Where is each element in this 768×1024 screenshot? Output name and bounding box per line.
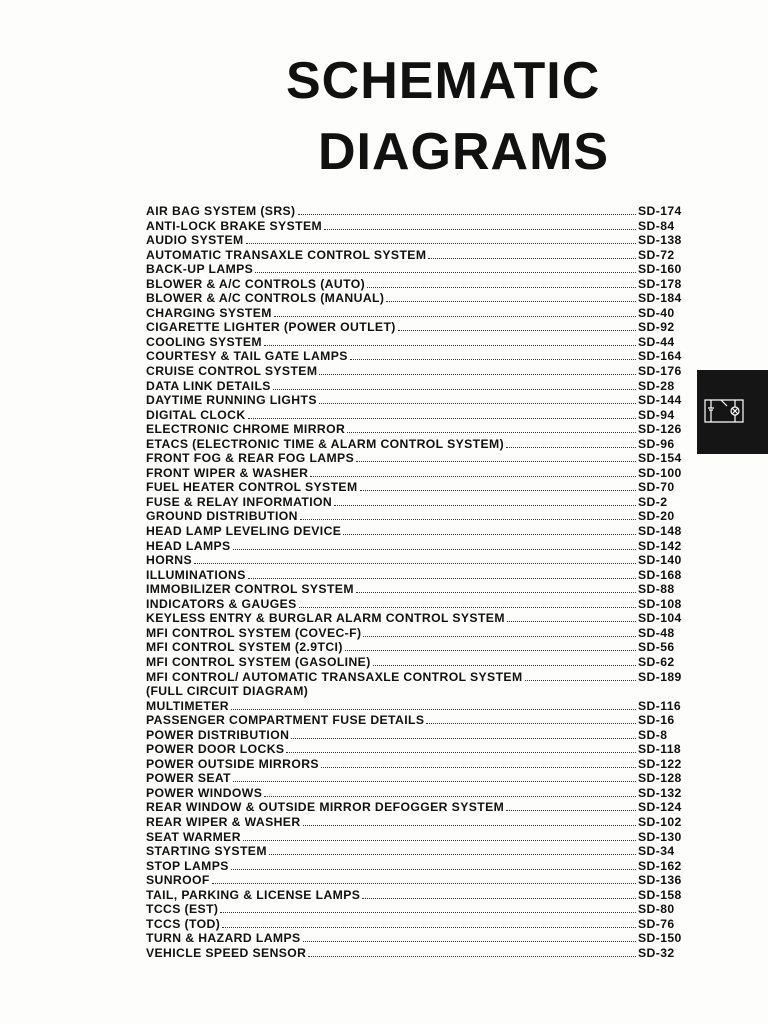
toc-entry-title: AUDIO SYSTEM xyxy=(146,233,244,248)
toc-entry-title: GROUND DISTRIBUTION xyxy=(146,509,298,524)
toc-entry[interactable] xyxy=(146,320,686,335)
dot-leader xyxy=(248,569,636,579)
toc-entry-title: MULTIMETER xyxy=(146,698,229,713)
toc-entry[interactable] xyxy=(146,495,686,510)
dot-leader xyxy=(194,554,636,564)
toc-entry-page: SD-2 xyxy=(638,494,668,509)
dot-leader xyxy=(264,787,636,797)
toc-entry-page: SD-130 xyxy=(638,829,682,844)
dot-leader xyxy=(303,816,636,826)
toc-entry[interactable] xyxy=(146,437,686,452)
toc-entry-page: SD-126 xyxy=(638,422,682,437)
toc-entry-title: FUSE & RELAY INFORMATION xyxy=(146,494,333,509)
toc-entry[interactable] xyxy=(146,262,686,277)
toc-entry[interactable] xyxy=(146,684,686,699)
toc-entry-title: AIR BAG SYSTEM (SRS) xyxy=(146,204,296,218)
dot-leader xyxy=(231,860,636,870)
toc-entry-title: STOP LAMPS xyxy=(146,858,229,873)
toc-entry[interactable] xyxy=(146,291,686,306)
toc-entry[interactable] xyxy=(146,670,686,685)
dot-leader xyxy=(507,612,636,622)
toc-entry[interactable] xyxy=(146,408,686,423)
toc-entry-page: SD-168 xyxy=(638,567,682,582)
toc-entry-page: SD-20 xyxy=(638,509,675,524)
toc-entry[interactable] xyxy=(146,859,686,874)
toc-entry[interactable] xyxy=(146,248,686,263)
toc-entry-page: SD-34 xyxy=(638,844,675,859)
toc-entry-page: SD-40 xyxy=(638,305,675,320)
dot-leader xyxy=(274,307,636,317)
toc-entry-page: SD-158 xyxy=(638,887,682,902)
dot-leader xyxy=(220,903,636,913)
toc-entry-title: TCCS (EST) xyxy=(146,902,219,917)
toc-entry-title: MFI CONTROL SYSTEM (COVEC-F) xyxy=(146,625,362,640)
toc-entry-page: SD-80 xyxy=(638,902,675,917)
dot-leader xyxy=(506,438,636,448)
dot-leader xyxy=(356,583,636,593)
toc-entry-title: ILLUMINATIONS xyxy=(146,567,246,582)
toc-entry-page: SD-132 xyxy=(638,785,682,800)
toc-entry-page: SD-164 xyxy=(638,349,682,364)
toc-entry-title: INDICATORS & GAUGES xyxy=(146,596,297,611)
dot-leader xyxy=(248,409,636,419)
toc-entry-page: SD-32 xyxy=(638,945,675,960)
toc-entry-page: SD-84 xyxy=(638,218,675,233)
toc-entry[interactable] xyxy=(146,568,686,583)
toc-entry-title: (FULL CIRCUIT DIAGRAM) xyxy=(146,684,309,699)
toc-entry-title: MFI CONTROL SYSTEM (2.9TCI) xyxy=(146,640,343,655)
dot-leader xyxy=(525,671,636,681)
toc-entry-page: SD-88 xyxy=(638,582,675,597)
toc-entry[interactable] xyxy=(146,364,686,379)
toc-entry-title: HORNS xyxy=(146,553,193,568)
toc-entry-page: SD-72 xyxy=(638,247,675,262)
toc-entry[interactable] xyxy=(146,539,686,554)
toc-entry-page: SD-122 xyxy=(638,756,682,771)
dot-leader xyxy=(231,700,636,710)
toc-entry[interactable] xyxy=(146,393,686,408)
dot-leader xyxy=(233,772,636,782)
toc-entry[interactable] xyxy=(146,204,686,219)
toc-entry-title: BACK-UP LAMPS xyxy=(146,262,254,277)
toc-entry-title: DIGITAL CLOCK xyxy=(146,407,246,422)
toc-entry[interactable] xyxy=(146,757,686,772)
dot-leader xyxy=(243,831,636,841)
toc-entry[interactable] xyxy=(146,422,686,437)
dot-leader xyxy=(308,947,636,957)
dot-leader xyxy=(222,918,636,928)
dot-leader xyxy=(246,234,636,244)
toc-entry[interactable] xyxy=(146,655,686,670)
toc-entry[interactable] xyxy=(146,888,686,903)
toc-entry-page: SD-76 xyxy=(638,916,675,931)
toc-entry[interactable] xyxy=(146,219,686,234)
dot-leader xyxy=(269,845,636,855)
page-title-line-1: SCHEMATIC xyxy=(286,52,601,110)
toc-entry-title: DAYTIME RUNNING LIGHTS xyxy=(146,393,317,408)
dot-leader xyxy=(300,510,636,520)
toc-entry-title: TCCS (TOD) xyxy=(146,916,221,931)
dot-leader xyxy=(347,423,636,433)
toc-entry-page: SD-48 xyxy=(638,625,675,640)
toc-entry-page: SD-16 xyxy=(638,713,675,728)
toc-entry-page: SD-108 xyxy=(638,596,682,611)
dot-leader xyxy=(362,889,636,899)
toc-entry-page: SD-154 xyxy=(638,451,682,466)
toc-entry-page: SD-104 xyxy=(638,611,682,626)
toc-entry-title: SUNROOF xyxy=(146,873,210,888)
dot-leader xyxy=(386,292,636,302)
toc-entry[interactable] xyxy=(146,553,686,568)
toc-entry-title: TAIL, PARKING & LICENSE LAMPS xyxy=(146,887,361,902)
toc-entry[interactable] xyxy=(146,844,686,859)
dot-leader xyxy=(310,467,636,477)
toc-entry[interactable] xyxy=(146,582,686,597)
toc-entry-title: TURN & HAZARD LAMPS xyxy=(146,931,301,946)
toc-entry-title: ANTI-LOCK BRAKE SYSTEM xyxy=(146,218,323,233)
toc-entry[interactable] xyxy=(146,451,686,466)
toc-entry-title: AUTOMATIC TRANSAXLE CONTROL SYSTEM xyxy=(146,247,427,262)
toc-entry-page: SD-176 xyxy=(638,364,682,379)
toc-entry[interactable] xyxy=(146,699,686,714)
toc-entry-page: SD-102 xyxy=(638,814,682,829)
toc-entry-page: SD-184 xyxy=(638,291,682,306)
toc-entry-page: SD-94 xyxy=(638,407,675,422)
dot-leader xyxy=(255,263,636,273)
toc-entry-page: SD-96 xyxy=(638,436,675,451)
toc-entry-page: SD-178 xyxy=(638,276,682,291)
toc-entry-page: SD-44 xyxy=(638,334,675,349)
toc-entry-page: SD-118 xyxy=(638,742,682,757)
dot-leader xyxy=(343,525,636,535)
toc-entry-title: POWER SEAT xyxy=(146,771,232,786)
dot-leader xyxy=(319,365,636,375)
toc-entry-page: SD-70 xyxy=(638,480,675,495)
toc-entry[interactable] xyxy=(146,713,686,728)
toc-entry-page: SD-56 xyxy=(638,640,675,655)
toc-entry[interactable] xyxy=(146,640,686,655)
toc-entry-title: BLOWER & A/C CONTROLS (MANUAL) xyxy=(146,291,385,306)
toc-entry-title: COURTESY & TAIL GATE LAMPS xyxy=(146,349,348,364)
toc-entry-title: FRONT FOG & REAR FOG LAMPS xyxy=(146,451,355,466)
toc-entry-page: SD-8 xyxy=(638,727,668,742)
toc-entry-page: SD-62 xyxy=(638,654,675,669)
section-tab[interactable] xyxy=(697,370,768,454)
toc-entry[interactable] xyxy=(146,524,686,539)
toc-entry[interactable] xyxy=(146,728,686,743)
dot-leader xyxy=(360,481,636,491)
toc-entry-page: SD-128 xyxy=(638,771,682,786)
toc-entry[interactable] xyxy=(146,306,686,321)
dot-leader xyxy=(373,656,636,666)
toc-entry-title: MFI CONTROL/ AUTOMATIC TRANSAXLE CONTROL SYSTEM xyxy=(146,669,523,684)
toc-entry-page: SD-124 xyxy=(638,800,682,815)
toc-entry[interactable] xyxy=(146,786,686,801)
page-title-line-2: DIAGRAMS xyxy=(318,123,610,181)
toc-entry[interactable] xyxy=(146,946,686,961)
toc-entry-title: FRONT WIPER & WASHER xyxy=(146,465,309,480)
dot-leader xyxy=(291,729,636,739)
dot-leader xyxy=(345,641,636,651)
toc-entry[interactable] xyxy=(146,611,686,626)
toc-entry-title: COOLING SYSTEM xyxy=(146,334,262,349)
toc-entry-page: SD-144 xyxy=(638,393,682,408)
toc-entry-page: SD-160 xyxy=(638,262,682,277)
dot-leader xyxy=(286,743,636,753)
toc-entry[interactable] xyxy=(146,626,686,641)
dot-leader xyxy=(273,380,636,390)
toc-entry-page: SD-142 xyxy=(638,538,682,553)
dot-leader xyxy=(426,714,636,724)
dot-leader xyxy=(324,220,636,230)
toc-entry-title: REAR WINDOW & OUTSIDE MIRROR DEFOGGER SYSTEM xyxy=(146,800,505,815)
toc-entry-title: FUEL HEATER CONTROL SYSTEM xyxy=(146,480,358,495)
dot-leader xyxy=(506,801,636,811)
toc-entry[interactable] xyxy=(146,277,686,292)
toc-entry[interactable] xyxy=(146,466,686,481)
table-of-contents xyxy=(146,204,686,960)
toc-entry[interactable] xyxy=(146,379,686,394)
toc-entry-title: DATA LINK DETAILS xyxy=(146,378,271,393)
toc-entry-title: VEHICLE SPEED SENSOR xyxy=(146,945,307,960)
dot-leader xyxy=(299,598,636,608)
dot-leader xyxy=(233,540,636,550)
toc-entry-title: HEAD LAMP LEVELING DEVICE xyxy=(146,524,342,539)
dot-leader xyxy=(428,249,636,259)
toc-entry-title: REAR WIPER & WASHER xyxy=(146,814,301,829)
dot-leader xyxy=(350,350,636,360)
toc-entry[interactable] xyxy=(146,873,686,888)
toc-entry[interactable] xyxy=(146,771,686,786)
dot-leader xyxy=(363,627,636,637)
toc-entry-page: SD-189 xyxy=(638,669,682,684)
toc-entry-title: BLOWER & A/C CONTROLS (AUTO) xyxy=(146,276,366,291)
toc-entry[interactable] xyxy=(146,830,686,845)
dot-leader xyxy=(356,452,636,462)
toc-entry-title: CIGARETTE LIGHTER (POWER OUTLET) xyxy=(146,320,396,335)
dot-leader xyxy=(264,336,636,346)
toc-entry-page: SD-116 xyxy=(638,698,682,713)
toc-entry[interactable] xyxy=(146,742,686,757)
toc-entry-page: SD-100 xyxy=(638,465,682,480)
dot-leader xyxy=(367,278,636,288)
toc-entry[interactable] xyxy=(146,800,686,815)
dot-leader xyxy=(298,205,636,215)
toc-entry[interactable] xyxy=(146,233,686,248)
toc-entry[interactable] xyxy=(146,349,686,364)
toc-entry-page: SD-148 xyxy=(638,524,682,539)
dot-leader xyxy=(321,758,636,768)
dot-leader xyxy=(319,394,636,404)
toc-entry-title: POWER WINDOWS xyxy=(146,785,263,800)
toc-entry-title: KEYLESS ENTRY & BURGLAR ALARM CONTROL SYSTEM xyxy=(146,611,505,626)
dot-leader xyxy=(212,874,636,884)
toc-entry-title: SEAT WARMER xyxy=(146,829,241,844)
toc-entry-page: SD-162 xyxy=(638,858,682,873)
toc-entry[interactable] xyxy=(146,480,686,495)
dot-leader xyxy=(334,496,636,506)
toc-entry-title: PASSENGER COMPARTMENT FUSE DETAILS xyxy=(146,713,425,728)
dot-leader xyxy=(303,932,636,942)
toc-entry-title: POWER DISTRIBUTION xyxy=(146,727,290,742)
dot-leader xyxy=(398,321,636,331)
toc-entry-page: SD-150 xyxy=(638,931,682,946)
toc-entry-title: MFI CONTROL SYSTEM (GASOLINE) xyxy=(146,654,371,669)
toc-entry[interactable] xyxy=(146,902,686,917)
toc-entry-title: POWER DOOR LOCKS xyxy=(146,742,285,757)
toc-entry-title: CRUISE CONTROL SYSTEM xyxy=(146,364,318,379)
toc-entry-page: SD-174 xyxy=(638,204,682,218)
toc-entry[interactable] xyxy=(146,335,686,350)
toc-entry-title: STARTING SYSTEM xyxy=(146,844,267,859)
toc-entry-page: SD-138 xyxy=(638,233,682,248)
toc-entry-title: ETACS (ELECTRONIC TIME & ALARM CONTROL SYSTEM) xyxy=(146,436,505,451)
toc-entry[interactable] xyxy=(146,931,686,946)
toc-entry[interactable] xyxy=(146,597,686,612)
toc-entry-page: SD-140 xyxy=(638,553,682,568)
toc-entry-title: HEAD LAMPS xyxy=(146,538,231,553)
toc-entry-title: ELECTRONIC CHROME MIRROR xyxy=(146,422,346,437)
toc-entry-page: SD-136 xyxy=(638,873,682,888)
toc-entry-title: POWER OUTSIDE MIRRORS xyxy=(146,756,319,771)
toc-entry[interactable] xyxy=(146,917,686,932)
toc-entry-title: CHARGING SYSTEM xyxy=(146,305,272,320)
circuit-schematic-icon xyxy=(703,396,745,426)
toc-entry-title: IMMOBILIZER CONTROL SYSTEM xyxy=(146,582,354,597)
toc-entry[interactable] xyxy=(146,509,686,524)
toc-entry-page: SD-28 xyxy=(638,378,675,393)
toc-entry[interactable] xyxy=(146,815,686,830)
toc-entry-page: SD-92 xyxy=(638,320,675,335)
